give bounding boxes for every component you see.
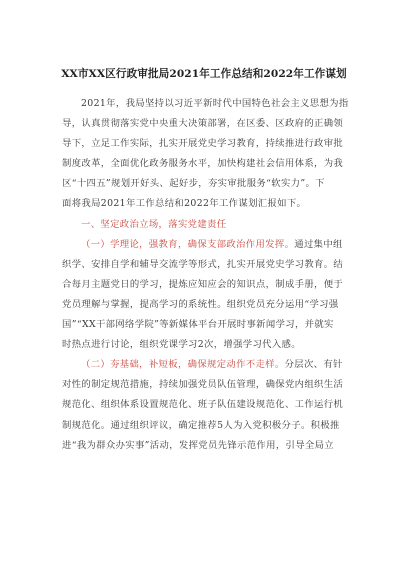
- section-1-heading: 一、坚定政治立场，落实党建责任: [81, 218, 227, 230]
- subsection-2-line-3: 规范化、组织体系设置规范化、班子队伍建设规范化、工作运行机: [62, 399, 344, 411]
- subsection-2-line-2: 对性的制定规范措施，持续加强党员队伍管理，确保党内组织生活: [62, 379, 344, 391]
- subsection-1-heading: （一）学理论，强教育，确保支部政治作用发挥。: [81, 238, 295, 250]
- subsection-1-first-line: [62, 235, 352, 255]
- subsection-2-heading: （二）夯基础，补短板，确保规定动作不走样。: [81, 359, 285, 371]
- intro-line-5: 区“十四五”规划开好头、起好步，夯实审批服务“软实力”。下: [62, 178, 325, 190]
- subsection-1-line-1-rest: 通过集中组: [294, 238, 343, 250]
- intro-line-3: 导下，立足工作实际，扎实开展党史学习教育，持续推进行政审批: [62, 138, 344, 150]
- subsection-2-line-5: 进“我为群众办实事”活动，发挥党员先锋示范作用，引导全局立: [62, 439, 334, 451]
- intro-line-4: 制度改革，全面优化政务服务水平，加快构建社会信用体系，为我: [62, 158, 344, 170]
- subsection-1-line-3: 合每月主题党日的学习，提炼应知应会的知识点，制成手册，便于: [62, 278, 344, 290]
- intro-line-6: 面将我局2021年工作总结和2022年工作谋划汇报如下。: [62, 198, 307, 210]
- document-body: [62, 94, 352, 456]
- subsection-2-first-line: [62, 355, 352, 375]
- intro-line-1: 2021年，我局坚持以习近平新时代中国特色社会主义思想为指: [81, 98, 349, 109]
- intro-line-2: 导，认真贯彻落实党中央重大决策部署，在区委、区政府的正确领: [62, 118, 344, 130]
- subsection-1-line-4: 党员理解与掌握，提高学习的系统性。组织党员充分运用“学习强: [62, 298, 339, 310]
- document-title: XX市XX区行政审批局2021年工作总结和2022年工作谋划: [61, 68, 347, 80]
- subsection-1-line-6: 时热点进行讨论，组织党课学习2次，增强学习代入感。: [62, 339, 301, 351]
- subsection-2-line-4: 制规范化。通过组织评议，确定推荐5人为入党积极分子。积极推: [62, 419, 340, 431]
- subsection-1-line-5: 国”“XX干部网络学院”等新媒体平台开展时事新闻学习，并就实: [62, 319, 334, 331]
- subsection-1-line-2: 织学、安排自学和辅导交流学等形式，扎实开展党史学习教育。结: [62, 258, 344, 270]
- subsection-2-line-1-rest: 分层次、有针: [284, 359, 343, 371]
